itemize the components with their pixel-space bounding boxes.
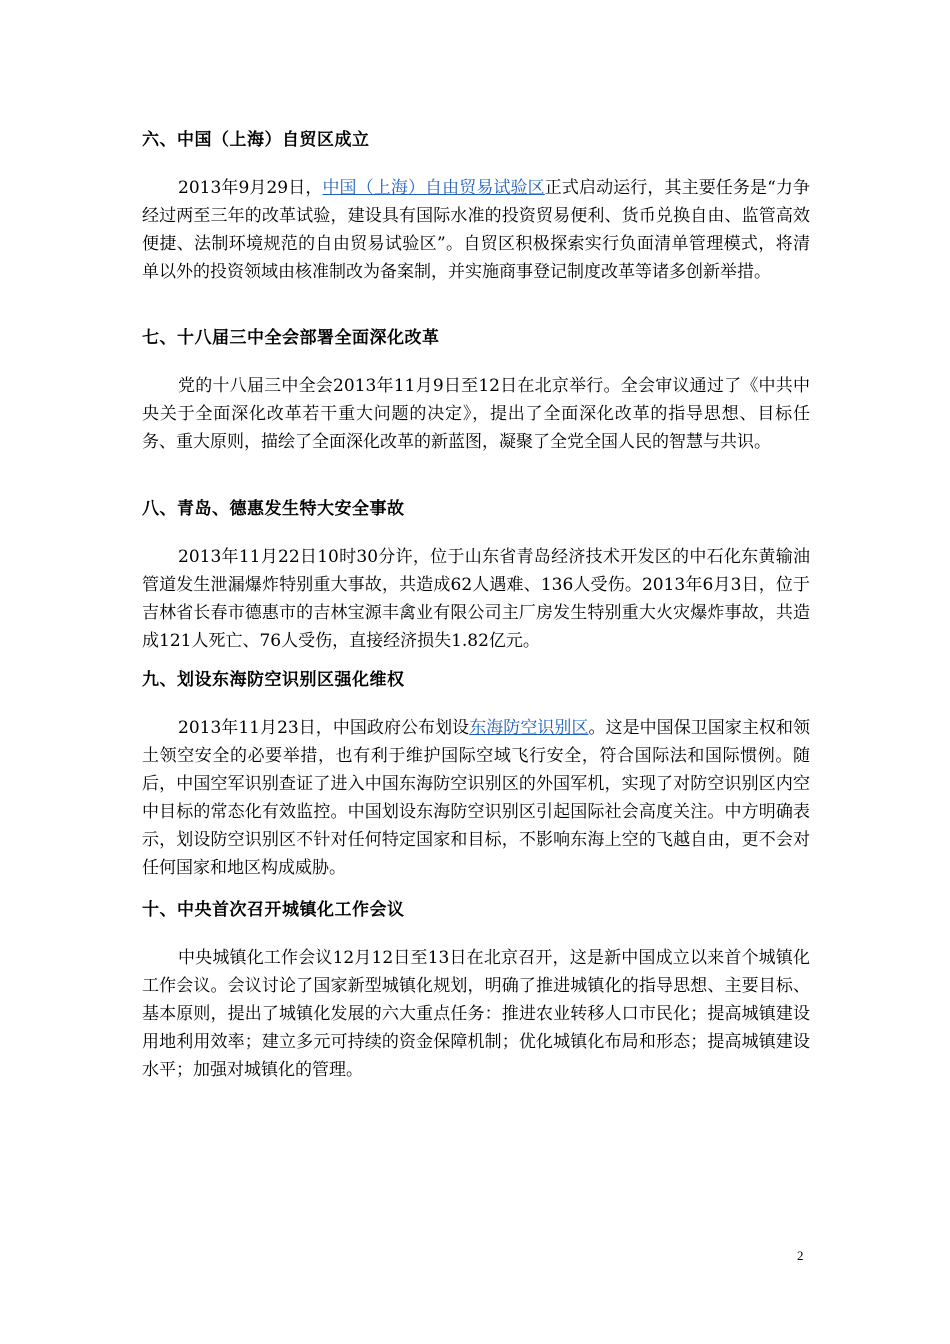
- section-paragraph: [142, 174, 810, 286]
- section-paragraph: [142, 714, 810, 882]
- section-heading: 六、中国（上海）自贸区成立: [142, 130, 370, 150]
- section-8: [142, 497, 810, 655]
- paragraph-text: 2013年11月23日，中国政府公布划设: [178, 718, 470, 738]
- section-6: [142, 128, 810, 286]
- section-paragraph: 中央城镇化工作会议12月12日至13日在北京召开，这是新中国成立以来首个城镇化工作会议。会议讨论了国家新型城镇化规划，明确了推进城镇化的指导思想、主要目标、基本原则，提出了城镇化发展的六大重点任务：推进农业转移人口市民化；提高城镇建设用地利用效率；建立多元可持续的资金保障机制；优化城镇化布局和形态；提高城镇建设水平；加强对城镇化的管理。: [142, 948, 810, 1080]
- page-number: 2: [797, 1248, 804, 1263]
- section-heading: 十、中央首次召开城镇化工作会议: [142, 900, 405, 920]
- paragraph-text: 正式启动运行，其主要任务是“力争经过两至三年的改革试验，建设具有国际水准的投资贸易便利、货币兑换自由、监管高效便捷、法制环境规范的自由贸易试验区”。自贸区积极探索实行负面清单管理模式，将清单以外的投资领域由核准制改为备案制，并实施商事登记制度改革等诸多创新举措。: [142, 178, 811, 282]
- paragraph-text: 2013年9月29日，: [178, 178, 323, 198]
- link-shanghai-ftz[interactable]: 中国（上海）自由贸易试验区: [322, 178, 545, 198]
- link-east-china-sea-adiz[interactable]: 东海防空识别区: [469, 718, 589, 738]
- section-9: [142, 668, 810, 882]
- section-paragraph: 2013年11月22日10时30分许，位于山东省青岛经济技术开发区的中石化东黄输油管道发生泄漏爆炸特别重大事故，共造成62人遇难、136人受伤。2013年6月3日，位于吉林省长春市德惠市的吉林宝源丰禽业有限公司主厂房发生特别重大火灾爆炸事故，共造成121人死亡、76人受伤，直接经济损失1.82亿元。: [142, 547, 810, 651]
- section-7: [142, 326, 810, 456]
- section-heading: 八、青岛、德惠发生特大安全事故: [142, 499, 405, 519]
- section-paragraph: 党的十八届三中全会2013年11月9日至12日在北京举行。全会审议通过了《中共中央关于全面深化改革若干重大问题的决定》，提出了全面深化改革的指导思想、目标任务、重大原则，描绘了全面深化改革的新蓝图，凝聚了全党全国人民的智慧与共识。: [142, 376, 810, 452]
- paragraph-text: 。这是中国保卫国家主权和领土领空安全的必要举措，也有利于维护国际空域飞行安全，符合国际法和国际惯例。随后，中国空军识别查证了进入中国东海防空识别区的外国军机，实现了对防空识别区内空中目标的常态化有效监控。中国划设东海防空识别区引起国际社会高度关注。中方明确表示，划设防空识别区不针对任何特定国家和目标，不影响东海上空的飞越自由，更不会对任何国家和地区构成威胁。: [142, 718, 811, 878]
- section-heading: 七、十八届三中全会部署全面深化改革: [142, 328, 440, 348]
- section-10: [142, 898, 810, 1084]
- section-heading: 九、划设东海防空识别区强化维权: [142, 670, 405, 690]
